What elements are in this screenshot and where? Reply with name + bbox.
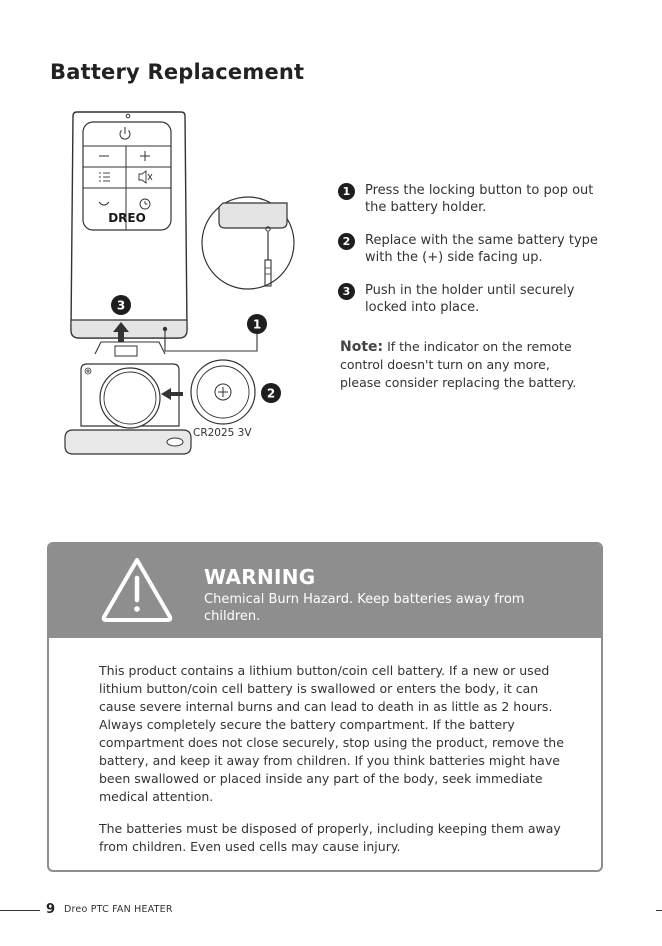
step-badge: 3 bbox=[338, 283, 355, 300]
brand-logo: DREO bbox=[108, 211, 146, 225]
warning-box bbox=[47, 542, 603, 872]
warning-triangle-icon bbox=[99, 554, 175, 624]
step-badge: 2 bbox=[338, 233, 355, 250]
step-item bbox=[338, 282, 598, 316]
step-text: Push in the holder until securely locked into place. bbox=[365, 283, 575, 315]
note bbox=[340, 338, 590, 392]
callout-3 bbox=[111, 295, 131, 315]
warning-paragraph: This product contains a lithium button/coin cell battery. If a new or used lithium button/coin cell battery is swallowed or enters the body, it can cause severe internal burns and can lead to death in as little as 2 hours. Always completely secure the battery compartment. If the battery compartment does not close securely, stop using the product, remove the battery, and keep it away from children. If you think batteries might have been swallowed or placed inside any part of the body, seek immediate medical attention. bbox=[99, 663, 564, 804]
battery-label: CR2025 3V bbox=[193, 427, 252, 439]
warning-title: WARNING bbox=[204, 565, 316, 589]
page-footer bbox=[0, 902, 662, 918]
note-label: Note: bbox=[340, 339, 384, 355]
step-item bbox=[338, 182, 598, 216]
page-title: Battery Replacement bbox=[50, 60, 305, 84]
svg-text:1: 1 bbox=[252, 317, 262, 332]
note-text: If the indicator on the remote control doesn't turn on any more, please consider replacing the battery. bbox=[340, 339, 577, 390]
warning-body bbox=[99, 662, 569, 870]
warning-paragraph: The batteries must be disposed of properly, including keeping them away from children. Even used cells may cause injury. bbox=[99, 821, 561, 854]
warning-subtitle: Chemical Burn Hazard. Keep batteries away from children. bbox=[204, 592, 525, 624]
step-text: Replace with the same battery type with the (+) side facing up. bbox=[365, 233, 598, 265]
battery-replacement-illustration bbox=[55, 108, 295, 458]
callout-1 bbox=[247, 314, 267, 334]
footer-rule bbox=[0, 910, 40, 911]
svg-text:2: 2 bbox=[266, 386, 276, 401]
step-item bbox=[338, 232, 598, 266]
coin-battery bbox=[191, 360, 255, 424]
step-list bbox=[338, 182, 598, 332]
step-badge: 1 bbox=[338, 183, 355, 200]
warning-header bbox=[49, 544, 601, 638]
step-text: Press the locking button to pop out the battery holder. bbox=[365, 183, 594, 215]
footer-label: Dreo PTC FAN HEATER bbox=[64, 904, 173, 915]
locking-button-detail bbox=[202, 197, 294, 289]
battery-holder bbox=[65, 342, 191, 454]
page-number: 9 bbox=[46, 902, 56, 917]
callout-2 bbox=[261, 383, 281, 403]
footer-tick bbox=[656, 910, 662, 911]
svg-text:3: 3 bbox=[116, 298, 126, 313]
